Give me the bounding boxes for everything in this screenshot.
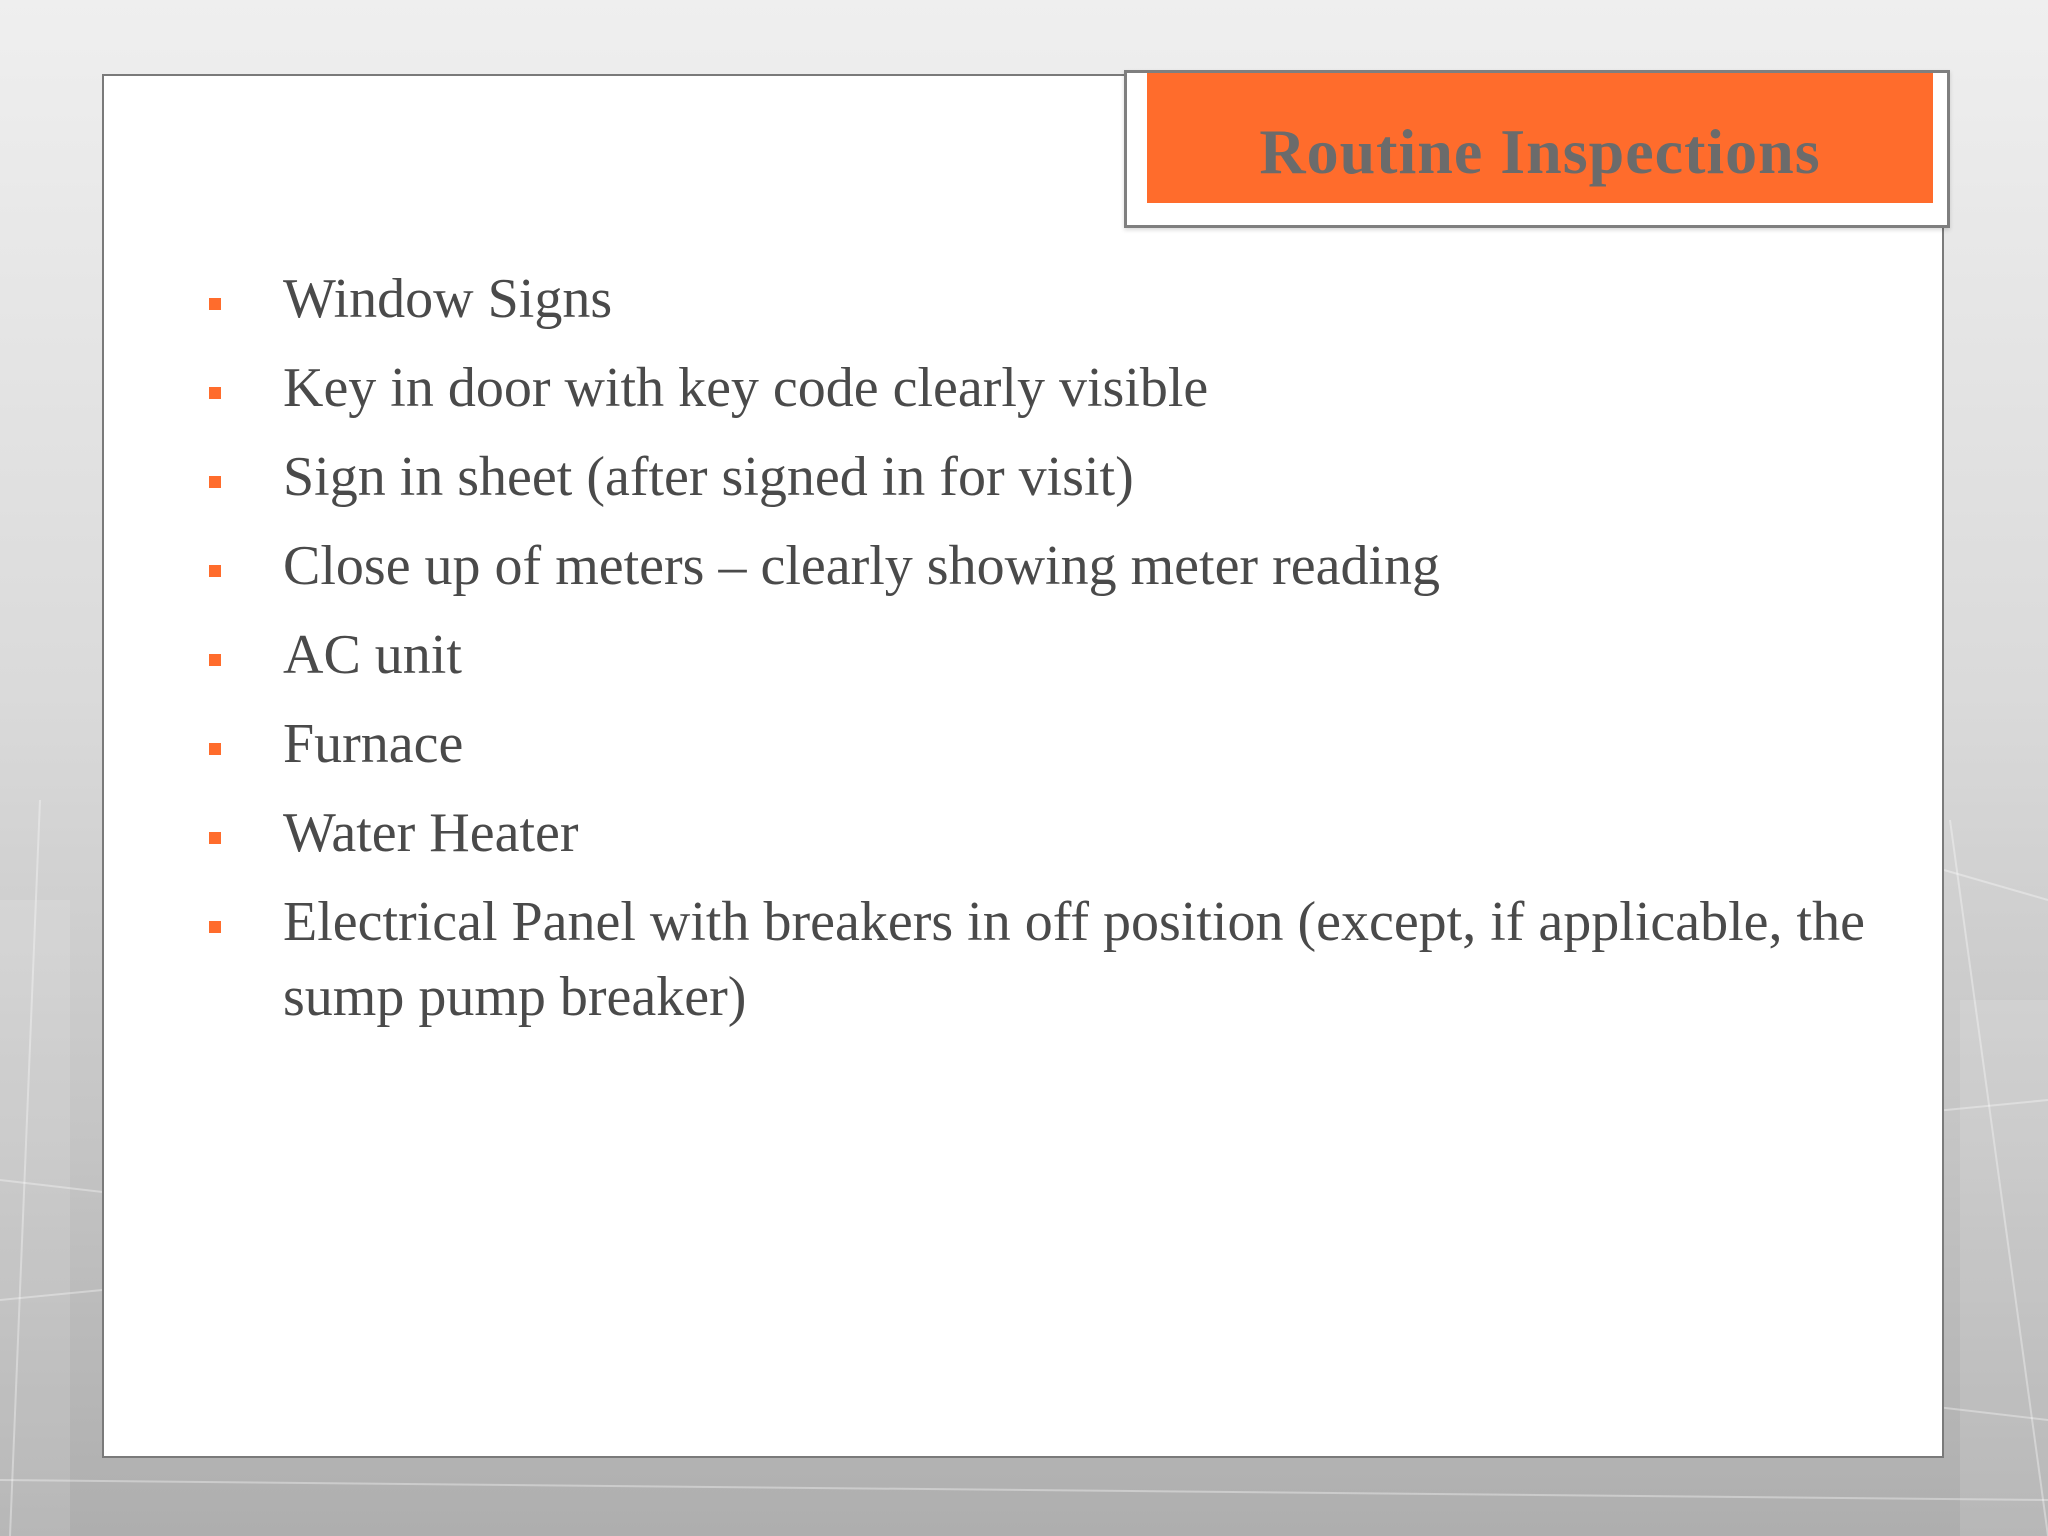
title-frame — [1124, 70, 1950, 228]
square-bullet-icon — [209, 565, 221, 577]
list-item — [200, 529, 1920, 604]
square-bullet-icon — [209, 654, 221, 666]
square-bullet-icon — [209, 832, 221, 844]
list-item — [200, 618, 1920, 693]
square-bullet-icon — [209, 387, 221, 399]
list-item — [200, 351, 1920, 426]
title-box — [1147, 73, 1933, 203]
square-bullet-icon — [209, 921, 221, 933]
bullet-text: Close up of meters – clearly showing meter reading — [283, 535, 1440, 597]
bullet-text: Electrical Panel with breakers in off position (except, if applicable, the sump pump breaker) — [283, 891, 1865, 1028]
list-item — [200, 885, 1920, 1035]
bullet-text: AC unit — [283, 624, 462, 686]
square-bullet-icon — [209, 298, 221, 310]
square-bullet-icon — [209, 743, 221, 755]
bullet-text: Furnace — [283, 713, 464, 775]
bullet-text: Window Signs — [283, 268, 613, 330]
list-item — [200, 440, 1920, 515]
bullet-list — [200, 262, 1920, 1049]
list-item — [200, 707, 1920, 782]
bullet-text: Sign in sheet (after signed in for visit) — [283, 446, 1134, 508]
square-bullet-icon — [209, 476, 221, 488]
list-item — [200, 262, 1920, 337]
bullet-text: Water Heater — [283, 802, 579, 864]
bullet-text: Key in door with key code clearly visible — [283, 357, 1209, 419]
slide-title: Routine Inspections — [1259, 116, 1821, 187]
list-item — [200, 796, 1920, 871]
